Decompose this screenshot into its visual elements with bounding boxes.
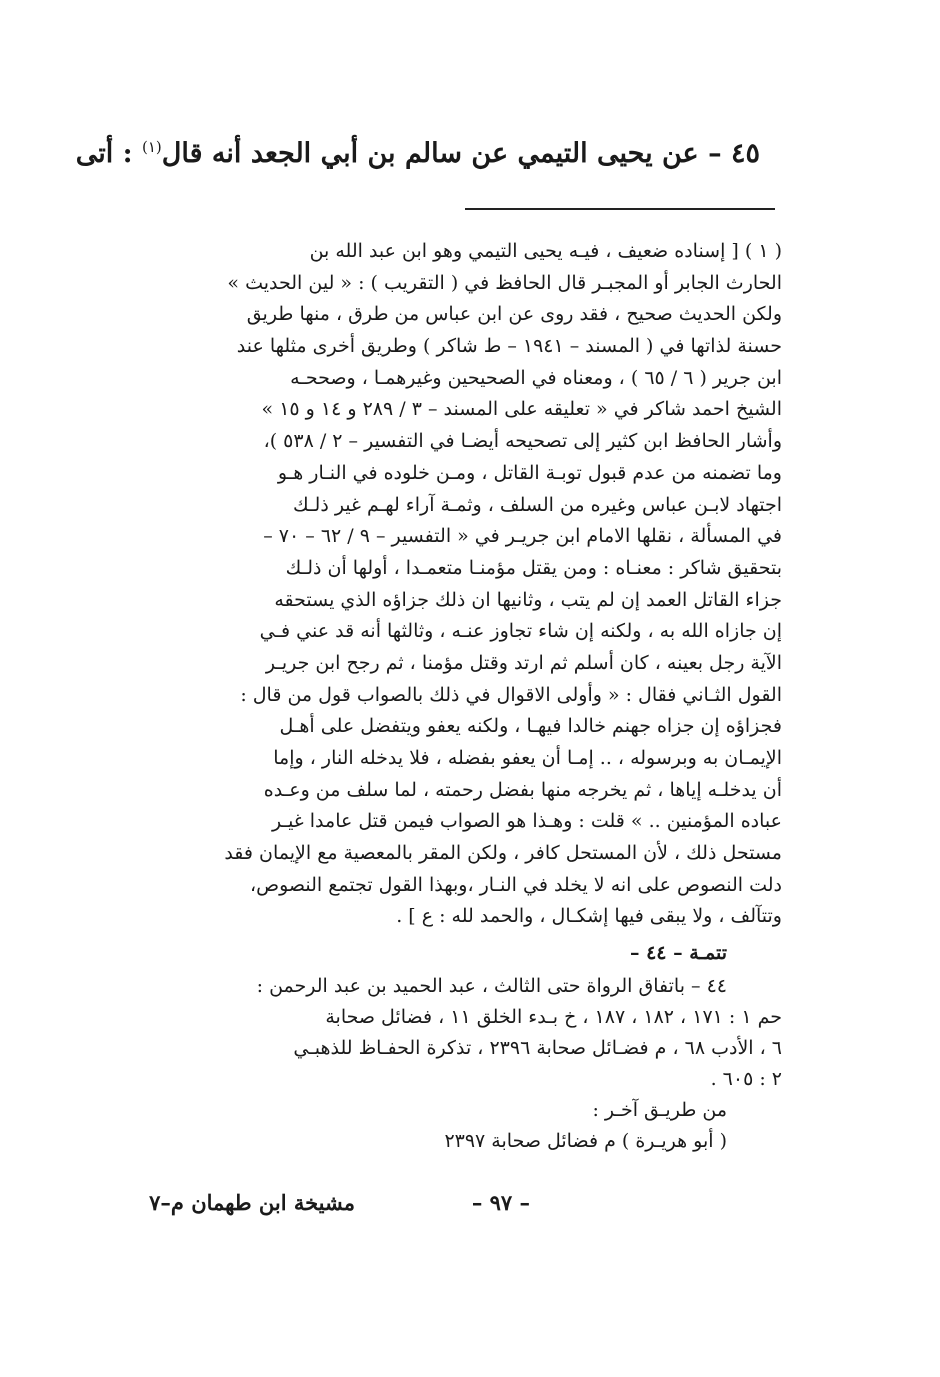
hadith-heading-tail: : أتى [75,138,142,169]
footnote-line: بتحقيق شاكر : معنـاه : ومن يقتل مؤمنـا متعمـدا ، أولها أن ذلـك [285,556,782,579]
supplement-block [157,938,782,1157]
footnote-line: فجزاؤه إن جزاه جهنم خالدا فيهـا ، ولكنه يعفو ويتفضل على أهـل [279,715,782,738]
footnote-line: اجتهاد لابـن عباس وغيره من السلف ، وثمـة آراء لهـم غير ذلـك [292,493,782,516]
footnote-line: وأشار الحافظ ابن كثير إلى تصحيحه أيضـا في التفسير – ٢ / ٥٣٨ )، [263,430,782,453]
page-footer [0,1190,940,1226]
footnote-line: دلت النصوص على انه لا يخلد في النـار ،وبهذا القول تجتمع النصوص، [249,873,782,896]
footnote-line: ولكن الحديث صحيح ، فقد روى عن ابن عباس من طرق ، منها طريق [246,303,782,326]
supplement-line: ٦ ، الأدب ٦٨ ، م فضـائل صحابة ٢٣٩٦ ، تذكرة الحفـاظ للذهبـي [293,1037,782,1059]
page-number: – ٩٧ – [471,1190,530,1215]
footnote-line: الإيمـان به وبرسوله ، .. إمـا أن يعفو بفضله ، فلا يدخله النار ، وإما [273,747,782,769]
footnote-line: أن يدخلـه إياها ، ثم يخرجه منها بفضل رحمته ، لما سلف من وعـده [263,778,782,801]
footnote-reference[interactable]: (١) [142,138,162,156]
supplement-line: حم ١ : ١٧١ ، ١٨٢ ، ١٨٧ ، خ بـدء الخلق ١١ ، فضائل صحابة [325,1006,782,1028]
hadith-heading [75,138,760,169]
footnote-line: الحارث الجابر أو المجبـر قال الحافظ في ( التقريب ) : « لين الحديث » [227,271,782,294]
footnote-line: إن جازاه الله به ، ولكنه إن شاء تجاوز عنـه ، وثالثها أنه قد عني فـي [259,620,782,643]
footnote-line: حسنة لذاتها في ( المسند – ١٩٤١ – ط شاكر ) وطريق أخرى مثلها عند [236,335,782,358]
footnote-line: الشيخ احمد شاكر في « تعليقه على المسند – ٣ / ٢٨٩ و ١٤ و ١٥ » [261,398,782,421]
hadith-heading-text: ٤٥ – عن يحيى التيمي عن سالم بن أبي الجعد أنه قال [161,138,760,169]
footnote-line: القول الثـاني فقال : « وأولى الاقوال في ذلك بالصواب قول من قال : [240,683,782,706]
footnote-line: عباده المؤمنين .. » قلت : وهـذا هو الصواب فيمن قتل عامدا غيـر [272,810,782,833]
footnote-line: جزاء القاتل العمد إن لم يتب ، وثانيها ان ذلك جزاؤه الذي يستحقه [274,588,782,611]
supplement-line: ( أبو هريـرة ) م فضائل صحابة ٢٣٩٧ [444,1130,727,1152]
footnote-line: ( ١ ) [ إسناده ضعيف ، فيـه يحيى التيمي وهو ابن عبد الله بن [309,240,782,262]
footnote-line: وما تضمنه من عدم قبول توبـة القاتل ، ومـن خلوده في النـار هـو [277,461,782,484]
footnote-line: في المسألة ، نقلها الامام ابن جريـر في « التفسير – ٩ / ٦٢ – ٧٠ – [263,525,782,548]
footnote-line: الآية رجل بعينه ، كان أسلم ثم ارتد وقتل مؤمنا ، ثم رجح ابن جريـر [265,651,782,674]
footnote-block [157,236,782,933]
footnote-line: وتتآلف ، ولا يبقى فيها إشكـال ، والحمد لله : ع ] . [396,905,782,928]
supplement-title: تتمـة – ٤٤ – [629,942,727,964]
footnote-line: ابن جرير ( ٦ / ٦٥ ) ، ومعناه في الصحيحين وغيرهمـا ، وصححـه [290,366,782,389]
footnote-separator [465,208,775,210]
supplement-line: ٢ : ٦٠٥ . [710,1068,782,1090]
supplement-line: من طريـق آخـر : [592,1099,727,1121]
book-title: مشيخة ابن طهمان م–٧ [149,1190,355,1215]
supplement-line: ٤٤ – باتفاق الرواة حتى الثالث ، عبد الحميد بن عبد الرحمن : [256,975,727,997]
footnote-line: مستحل ذلك ، لأن المستحل كافر ، ولكن المقر بالمعصية مع الإيمان فقد [224,842,782,865]
